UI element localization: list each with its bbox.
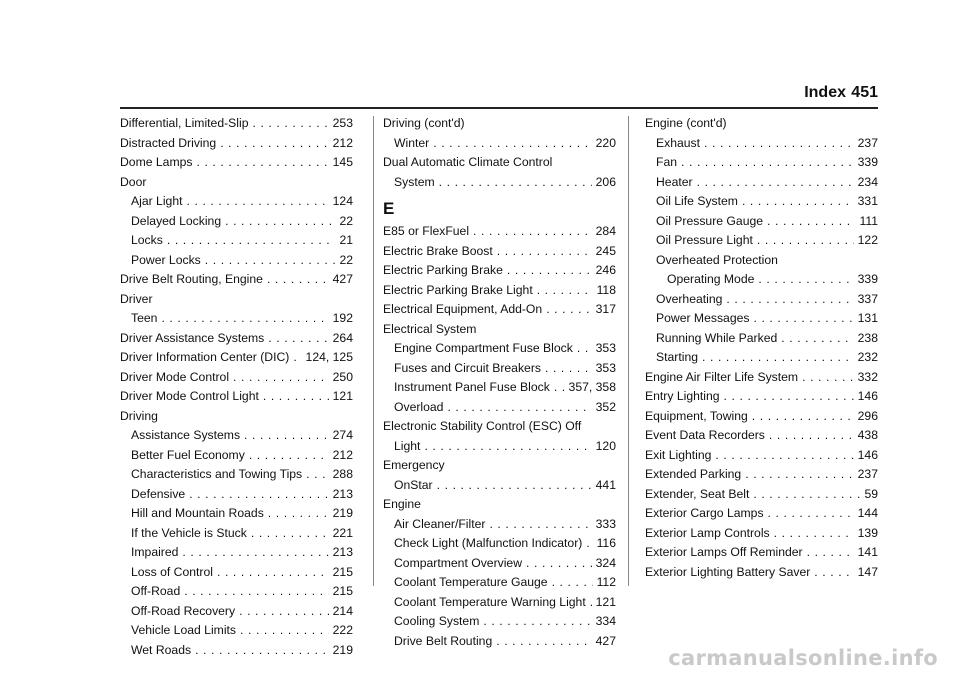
index-entry-page: 438	[857, 428, 878, 442]
index-entry-page: 222	[332, 623, 353, 637]
index-heading: Emergency	[383, 458, 445, 472]
index-entry	[383, 173, 616, 193]
index-entry-page: 253	[332, 116, 353, 130]
index-entry-page: 264	[332, 330, 353, 345]
index-entry-label: Exterior Lighting Battery Saver	[645, 564, 811, 579]
index-entry	[120, 485, 353, 505]
index-entry-page: 353	[595, 341, 616, 355]
dot-leader	[753, 485, 860, 505]
index-entry-label: Engine Air Filter Life System	[645, 369, 799, 384]
index-entry-page: 206	[595, 174, 616, 189]
dot-leader	[483, 612, 591, 632]
index-column-2	[383, 114, 616, 651]
index-entry-page: 118	[596, 282, 616, 297]
dot-leader	[537, 281, 593, 301]
index-entry	[645, 465, 878, 485]
index-entry-page: 296	[857, 408, 878, 423]
index-entry	[120, 582, 353, 602]
index-heading: Door	[120, 174, 147, 189]
index-heading: Driving	[120, 408, 158, 423]
index-entry-label: Hill and Mountain Roads	[131, 506, 264, 520]
index-entry-label: Off-Road	[131, 584, 181, 598]
dot-leader	[767, 212, 855, 232]
index-entry	[120, 212, 353, 232]
dot-leader	[433, 134, 591, 154]
index-entry-page: 214	[332, 603, 353, 618]
index-entry-label: Oil Pressure Light	[656, 233, 753, 247]
index-entry	[383, 593, 616, 613]
index-letter-heading: E	[383, 199, 395, 218]
index-entry-page: 246	[595, 263, 616, 277]
index-entry-page: 147	[857, 564, 878, 579]
index-entry-label: Ajar Light	[131, 194, 183, 208]
dot-leader	[268, 329, 328, 349]
index-entry	[645, 153, 878, 173]
index-entry	[645, 407, 878, 427]
dot-leader	[239, 602, 329, 622]
index-entry-label: Coolant Temperature Gauge	[394, 575, 548, 589]
index-entry-page: 232	[857, 350, 878, 364]
index-entry-label: Assistance Systems	[131, 428, 241, 442]
index-entry	[383, 398, 616, 418]
dot-leader	[554, 378, 565, 398]
dot-leader	[774, 524, 854, 544]
index-entry-page: 146	[857, 447, 878, 462]
index-entry-label: OnStar	[394, 477, 433, 492]
index-entry-page: 145	[332, 155, 353, 169]
index-entry	[120, 270, 353, 290]
index-entry	[383, 300, 616, 320]
dot-leader	[447, 398, 591, 418]
index-entry-page: 339	[857, 272, 878, 286]
index-entry-label: Equipment, Towing	[645, 408, 748, 423]
index-entry	[383, 476, 616, 496]
index-entry	[645, 543, 878, 563]
index-entry	[645, 270, 878, 290]
index-entry-label: Differential, Limited-Slip	[120, 116, 249, 130]
index-entry-page: 215	[332, 564, 353, 579]
dot-leader	[205, 251, 336, 271]
index-entry	[645, 368, 878, 388]
index-entry	[383, 134, 616, 154]
index-entry-page: 121	[595, 594, 616, 609]
index-entry-page: 116	[596, 536, 616, 550]
dot-leader	[439, 173, 592, 193]
index-entry	[120, 543, 353, 563]
index-entry-label: Power Locks	[131, 252, 201, 267]
index-entry-page: 146	[857, 389, 878, 403]
index-entry	[120, 621, 353, 641]
index-entry-label: Oil Life System	[656, 194, 738, 208]
index-entry	[645, 387, 878, 407]
index-entry-page: 237	[857, 135, 878, 150]
index-entry-label: Power Messages	[656, 311, 750, 325]
index-entry-label: Heater	[656, 174, 693, 189]
dot-leader	[217, 563, 329, 583]
index-entry-label: Better Fuel Economy	[131, 447, 245, 462]
index-entry-page: 213	[332, 545, 353, 559]
index-entry	[383, 359, 616, 379]
index-entry-page: 288	[332, 467, 353, 481]
dot-leader	[697, 173, 854, 193]
index-entry-label: Electric Brake Boost	[383, 243, 493, 258]
index-entry	[383, 554, 616, 574]
index-entry-page: 111	[859, 213, 878, 228]
index-entry-label: Air Cleaner/Filter	[394, 516, 486, 531]
dot-leader	[437, 476, 592, 496]
dot-leader	[161, 309, 328, 329]
index-entry-label: Driver Mode Control	[120, 369, 230, 384]
index-entry	[120, 524, 353, 544]
index-entry	[383, 242, 616, 262]
dot-leader	[552, 573, 593, 593]
index-entry	[120, 368, 353, 388]
index-entry	[383, 261, 616, 281]
dot-leader	[702, 348, 854, 368]
index-entry-page: 357, 358	[568, 380, 616, 394]
dot-leader	[742, 192, 854, 212]
index-entry	[645, 134, 878, 154]
index-entry-page: 21	[339, 233, 353, 247]
watermark: carmanualsonline.info	[668, 646, 938, 670]
index-entry-page: 427	[595, 633, 616, 648]
index-entry	[120, 231, 353, 251]
index-entry-label: If the Vehicle is Stuck	[131, 525, 247, 540]
index-entry-label: Wet Roads	[131, 642, 192, 657]
dot-leader	[424, 437, 591, 457]
dot-leader	[807, 543, 854, 563]
column-divider	[628, 116, 629, 586]
index-heading: Engine (cont'd)	[645, 116, 727, 130]
index-entry	[383, 515, 616, 535]
index-entry-label: Engine Compartment Fuse Block	[394, 341, 573, 355]
index-entry-label: Drive Belt Routing	[394, 633, 493, 648]
dot-leader	[251, 524, 329, 544]
index-entry	[383, 632, 616, 652]
index-entry	[120, 465, 353, 485]
index-entry-label: Exterior Lamp Controls	[645, 525, 770, 540]
index-entry-label: System	[394, 174, 435, 189]
dot-leader	[196, 153, 328, 173]
index-entry-page: 213	[332, 486, 353, 501]
index-entry	[120, 446, 353, 466]
index-entry-page: 331	[857, 194, 878, 208]
dot-leader	[187, 192, 329, 212]
index-entry	[645, 173, 878, 193]
index-entry-label: Oil Pressure Gauge	[656, 213, 764, 228]
dot-leader	[745, 465, 853, 485]
index-entry	[645, 524, 878, 544]
index-entry-page: 219	[332, 642, 353, 657]
index-entry-page: 221	[332, 525, 353, 540]
index-entry-label: Electrical Equipment, Add-On	[383, 302, 543, 316]
dot-leader	[496, 632, 591, 652]
index-entry-label: Electric Parking Brake	[383, 263, 503, 277]
dot-leader	[753, 309, 853, 329]
dot-leader	[590, 593, 592, 613]
index-entry-page: 245	[595, 243, 616, 258]
page-title: Index	[804, 84, 846, 101]
index-entry-label: Overheating	[656, 291, 723, 306]
index-entry	[645, 192, 878, 212]
index-entry-page: 131	[857, 311, 878, 325]
index-entry-label: Extender, Seat Belt	[645, 486, 750, 501]
index-entry-label: Winter	[394, 135, 430, 150]
index-entry-label: E85 or FlexFuel	[383, 224, 470, 238]
index-entry	[645, 563, 878, 583]
dot-leader	[249, 446, 329, 466]
index-entry	[383, 378, 616, 398]
dot-leader	[758, 270, 853, 290]
index-entry-page: 120	[595, 438, 616, 453]
index-entry-label: Electric Parking Brake Light	[383, 282, 533, 297]
index-entry	[120, 153, 353, 173]
dot-leader	[768, 504, 854, 524]
dot-leader	[263, 387, 329, 407]
index-entry-page: 352	[595, 399, 616, 414]
dot-leader	[240, 621, 329, 641]
dot-leader	[473, 222, 592, 242]
dot-leader	[489, 515, 591, 535]
index-entry-page: 122	[857, 233, 878, 247]
page-number: 451	[851, 84, 878, 101]
index-entry-label: Characteristics and Towing Tips	[131, 467, 303, 481]
index-entry-label: Defensive	[131, 486, 186, 501]
index-entry-label: Light	[394, 438, 421, 453]
index-entry	[645, 231, 878, 251]
index-entry	[120, 329, 353, 349]
index-entry-page: 212	[332, 447, 353, 462]
dot-leader	[724, 387, 854, 407]
index-entry-page: 250	[332, 369, 353, 384]
index-entry-label: Exterior Lamps Off Reminder	[645, 545, 803, 559]
dot-leader	[769, 426, 854, 446]
index-entry	[120, 563, 353, 583]
index-entry-page: 144	[857, 506, 878, 520]
index-entry-label: Fan	[656, 155, 678, 169]
index-column-3	[645, 114, 878, 582]
dot-leader	[586, 534, 592, 554]
dot-leader	[497, 242, 592, 262]
index-entry-page: 22	[339, 213, 353, 228]
index-entry-page: 234	[857, 174, 878, 189]
index-entry	[120, 504, 353, 524]
index-entry-label: Loss of Control	[131, 564, 213, 579]
index-entry-label: Impaired	[131, 545, 179, 559]
index-entry	[383, 222, 616, 242]
index-entry-label: Operating Mode	[667, 272, 755, 286]
index-entry-page: 332	[857, 369, 878, 384]
index-entry-label: Cooling System	[394, 614, 480, 628]
index-entry-page: 237	[857, 467, 878, 481]
index-entry	[383, 573, 616, 593]
column-divider	[373, 116, 374, 586]
index-entry-page: 22	[339, 252, 353, 267]
index-entry-label: Entry Lighting	[645, 389, 720, 403]
dot-leader	[704, 134, 854, 154]
index-entry	[645, 446, 878, 466]
index-heading: Dual Automatic Climate Control	[383, 155, 553, 169]
index-entry-label: Drive Belt Routing, Engine	[120, 272, 263, 286]
page-header	[0, 0, 960, 120]
index-entry	[120, 387, 353, 407]
index-entry-label: Exterior Cargo Lamps	[645, 506, 764, 520]
index-entry-page: 59	[864, 486, 878, 501]
dot-leader	[306, 465, 329, 485]
index-entry	[645, 504, 878, 524]
dot-leader	[715, 446, 853, 466]
index-entry	[120, 114, 353, 134]
index-entry-page: 333	[595, 516, 616, 531]
index-entry	[645, 309, 878, 329]
index-entry	[645, 212, 878, 232]
index-entry-page: 219	[332, 506, 353, 520]
dot-leader	[545, 359, 592, 379]
dot-leader	[220, 134, 328, 154]
dot-leader	[233, 368, 329, 388]
index-entry-label: Delayed Locking	[131, 213, 222, 228]
index-entry-page: 121	[332, 389, 353, 403]
index-heading: Engine	[383, 497, 421, 511]
index-entry-page: 215	[332, 584, 353, 598]
dot-leader	[546, 300, 591, 320]
index-entry	[120, 348, 353, 368]
dot-leader	[577, 339, 592, 359]
index-entry-label: Exhaust	[656, 135, 701, 150]
index-entry-page: 284	[595, 224, 616, 238]
dot-leader	[681, 153, 854, 173]
index-entry	[383, 339, 616, 359]
index-entry	[120, 134, 353, 154]
index-entry-page: 124	[332, 194, 353, 208]
index-entry	[383, 281, 616, 301]
index-heading: Electronic Stability Control (ESC) Off	[383, 419, 582, 433]
index-entry-label: Instrument Panel Fuse Block	[394, 380, 550, 394]
index-entry	[120, 192, 353, 212]
index-entry-label: Distracted Driving	[120, 135, 217, 150]
dot-leader	[526, 554, 592, 574]
index-entry-label: Running While Parked	[656, 330, 778, 345]
index-entry-page: 427	[332, 272, 353, 286]
index-entry-page: 337	[857, 291, 878, 306]
index-entry-label: Teen	[131, 311, 158, 325]
index-entry-page: 441	[595, 477, 616, 492]
index-entry-label: Off-Road Recovery	[131, 603, 236, 618]
dot-leader	[244, 426, 329, 446]
dot-leader	[195, 641, 329, 661]
dot-leader	[268, 504, 329, 524]
index-entry-page: 112	[596, 575, 616, 589]
index-entry-label: Driver Mode Control Light	[120, 389, 259, 403]
index-entry	[120, 602, 353, 622]
index-entry-label: Fuses and Circuit Breakers	[394, 360, 541, 375]
index-entry-label: Driver Information Center (DIC)	[120, 350, 290, 364]
index-heading: Overheated Protection	[656, 252, 778, 267]
index-entry	[383, 534, 616, 554]
dot-leader	[802, 368, 854, 388]
index-entry	[120, 251, 353, 271]
dot-leader	[781, 329, 853, 349]
index-entry-page: 334	[595, 614, 616, 628]
index-entry-page: 324	[595, 555, 616, 570]
index-entry-label: Check Light (Malfunction Indicator)	[394, 536, 583, 550]
index-entry-label: Extended Parking	[645, 467, 742, 481]
dot-leader	[182, 543, 328, 563]
index-entry	[120, 309, 353, 329]
index-entry-label: Event Data Recorders	[645, 428, 765, 442]
index-entry-label: Starting	[656, 350, 699, 364]
index-entry-page: 238	[857, 330, 878, 345]
dot-leader	[814, 563, 853, 583]
index-heading: Electrical System	[383, 321, 477, 336]
dot-leader	[184, 582, 328, 602]
index-entry-label: Locks	[131, 233, 163, 247]
index-entry-page: 139	[857, 525, 878, 540]
index-column-1	[120, 114, 353, 660]
index-heading: Driving (cont'd)	[383, 116, 465, 130]
index-entry-page: 192	[332, 311, 353, 325]
header-rule	[120, 107, 878, 109]
index-entry-page: 339	[857, 155, 878, 169]
index-entry	[120, 426, 353, 446]
dot-leader	[726, 290, 853, 310]
index-entry-label: Overload	[394, 399, 444, 414]
index-entry-label: Vehicle Load Limits	[131, 623, 237, 637]
dot-leader	[752, 407, 854, 427]
index-entry-page: 220	[595, 135, 616, 150]
dot-leader	[293, 348, 301, 368]
index-entry	[645, 329, 878, 349]
index-entry-page: 353	[595, 360, 616, 375]
dot-leader	[267, 270, 329, 290]
index-entry-label: Exit Lighting	[645, 447, 712, 462]
index-entry-label: Driver Assistance Systems	[120, 330, 265, 345]
index-entry-page: 274	[332, 428, 353, 442]
dot-leader	[757, 231, 854, 251]
index-entry	[645, 426, 878, 446]
index-entry	[383, 612, 616, 632]
dot-leader	[167, 231, 336, 251]
index-entry-page: 317	[595, 302, 616, 316]
index-entry	[645, 485, 878, 505]
dot-leader	[225, 212, 335, 232]
index-entry	[120, 641, 353, 661]
index-entry-label: Dome Lamps	[120, 155, 193, 169]
index-entry-page: 141	[857, 545, 878, 559]
index-entry	[383, 437, 616, 457]
dot-leader	[252, 114, 328, 134]
index-heading: Driver	[120, 291, 153, 306]
index-entry-label: Compartment Overview	[394, 555, 523, 570]
index-entry	[645, 348, 878, 368]
index-entry-page: 124, 125	[305, 350, 353, 364]
index-entry	[645, 290, 878, 310]
index-entry-page: 212	[332, 135, 353, 150]
dot-leader	[507, 261, 592, 281]
dot-leader	[189, 485, 328, 505]
index-entry-label: Coolant Temperature Warning Light	[394, 594, 586, 609]
